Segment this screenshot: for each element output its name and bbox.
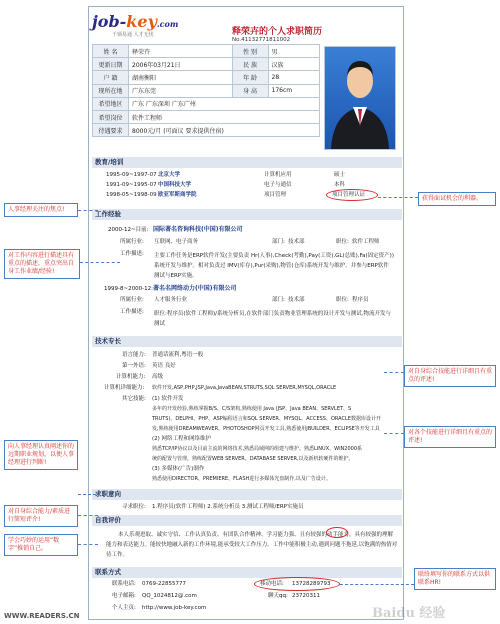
info-label: 年 龄 <box>232 71 268 84</box>
info-value: 湖南衡阳 <box>129 71 233 84</box>
watermark-left: WWW.READERS.CN <box>4 612 80 620</box>
job-desc-label: 工作描述: <box>120 251 144 257</box>
job-company: 国际著名咨询科技(中国)有限公司 <box>153 226 243 233</box>
edu-period: 1991-09~1995-07 <box>106 182 157 188</box>
edu-major: 电子与通信 <box>264 182 292 188</box>
skill-line: 统的配置与管理。熟练配置WEB SERVER、DATABASE SERVER,以及新机软硬件的维护。 <box>152 456 354 462</box>
job-industry-label: 所属行业: <box>120 239 144 245</box>
skill-label: 语言能力: <box>122 352 146 358</box>
job-dept-label: 部门: <box>272 297 285 303</box>
info-value: 释荣卉 <box>129 45 233 58</box>
contact-email[interactable]: QQ_1024812@.com <box>142 593 197 599</box>
contact-phone[interactable]: 0769-22855777 <box>142 581 186 587</box>
highlight-oval <box>326 189 378 201</box>
info-label: 现所在地 <box>93 84 129 97</box>
job-description: 职位:程序员(软件工程师)/系统分析员,在软件部门负责物业管理系统的设计开发与测试,物流开发与测试 <box>154 311 391 327</box>
job-description: 主要工作任务是ERP软件开发(主要负责 Hr(人事),Check(考勤),Pay(工资),GL(总账),Fa(固定资产))系统开发与维护。相对负责过 IMV(库存),Pur(采购),物管(仓库)系统开发与维护。并参与ERP软件测试与ERP实施。 <box>154 253 394 279</box>
info-label: 姓 名 <box>93 45 129 58</box>
section-contact-header: 联系方式 <box>92 567 402 578</box>
logo-tagline: 千锁易通 人才无忧 <box>112 32 154 38</box>
skill-line: (1) 软件开发 <box>152 396 184 402</box>
contact-label: 聊天qq: <box>268 593 288 599</box>
edu-degree: 项目管理认证 <box>332 192 366 198</box>
job-industry: 人才服务行业 <box>154 297 188 303</box>
info-value: 176cm <box>268 84 319 97</box>
section-self-header: 自我评价 <box>92 515 402 526</box>
info-label: 身 高 <box>232 84 268 97</box>
section-skills-header: 技术专长 <box>92 336 402 347</box>
logo-suffix: .com <box>156 19 179 29</box>
annotation-note: 获得面试机会的利器。 <box>418 192 496 206</box>
job-period: 2000-12~目前: <box>108 227 149 233</box>
info-label: 性 别 <box>232 45 268 58</box>
info-label: 户 籍 <box>93 71 129 84</box>
info-label: 希望岗位 <box>93 110 129 123</box>
resume-id: No.41132771811002 <box>232 37 291 43</box>
contact-qq: 23720311 <box>292 593 320 599</box>
annotation-arrow <box>78 515 98 516</box>
skill-line: (3) 多媒体(广告)制作 <box>152 466 205 472</box>
skill-line: TRUTS)、DELPHI、PHP、ASP编程语言和SQL SERVER、MYSQL、ACCESS、ORACLE数据库设计开 <box>152 416 381 422</box>
annotation-arrow <box>384 433 404 434</box>
annotation-note: 联络填写你的联系方式以供联系HR! <box>414 568 496 590</box>
contact-label: 联系电话: <box>112 581 136 587</box>
edu-school: 北京大学 <box>158 172 181 178</box>
job-position: 软件工程师 <box>352 239 380 245</box>
annotation-note: 人事经理关注的焦点! <box>4 203 78 217</box>
job-industry: 互联网、电子商务 <box>154 239 199 245</box>
job-position-label: 职位: <box>336 297 349 303</box>
skill-value: 高级 <box>152 374 164 380</box>
skill-line: 熟悉TCP/IP协议以及目前主流的网络技术,熟悉局域网的组建与维护。熟悉LINUX、WIN2000系 <box>152 446 363 452</box>
job-dept-label: 部门: <box>272 239 285 245</box>
skill-value: 英语 良好 <box>152 363 176 369</box>
edu-school: 中国科技大学 <box>158 182 192 188</box>
info-value: 28 <box>268 71 319 84</box>
info-label: 待遇要求 <box>93 124 129 137</box>
edu-major: 项目管理 <box>264 192 287 198</box>
skill-label: 其它技能: <box>122 396 146 402</box>
edu-major: 计算机应用 <box>264 172 292 178</box>
skill-line: 发,熟练使用DREAMWEAVER、PHOTOSHOP网页开发工具,熟悉使用JBUILDER、ECLIPSE等开发工具 <box>152 426 380 432</box>
contact-website[interactable]: http://www.job-key.com <box>142 605 207 611</box>
annotation-note: 对工作内容进行描述具有重点的描述，重点突出自身工作业绩/经验! <box>4 249 80 279</box>
annotation-note: 对各个技能进行详细且有重点的评述! <box>404 426 496 448</box>
watermark-right: Baidu 经验 <box>372 606 446 621</box>
info-row <box>93 97 320 110</box>
info-row <box>93 58 320 71</box>
info-row <box>93 71 320 84</box>
edu-school: 欧亚军斯商学院 <box>158 192 197 198</box>
job-company: 著名名网络动力(中国)有限公司 <box>153 285 237 292</box>
job-desc-label: 工作描述: <box>120 309 144 315</box>
job-position-label: 职位: <box>336 239 349 245</box>
annotation-arrow <box>80 262 120 263</box>
info-value: 软件工程师 <box>129 110 320 123</box>
section-education-header: 教育/培训 <box>92 157 402 168</box>
info-row <box>93 45 320 58</box>
self-evaluation-text: 本人乐观进取、诚实守信、工作认真负责、有团队合作精神、学习能力强、且有较强的动手能力。具有较强的理解能力和表达能力。能较快地融入新的工作环境,能承受较大工作压力。工作中能积极主动,遇到问题不拖延,以饱满的热情对待工作。 <box>106 532 398 558</box>
annotation-note: 对自身综合技能进行详细且有重点的评述! <box>404 365 496 387</box>
personal-info-table <box>92 44 320 137</box>
skill-value: 软件开发,ASP,PHP,JSP,Java,JavaBEAN,STRUTS,SQL SERVER,MYSQL,ORACLE <box>152 385 337 391</box>
goal-value: 1.程序员(软件工程师) 2.系统分析员 3.测试工程师/ERP实施员 <box>152 504 304 510</box>
info-value: 2006年03月21日 <box>129 58 233 71</box>
section-work-header: 工作经验 <box>92 209 402 220</box>
annotation-arrow <box>378 197 418 198</box>
skill-line: 多年的开发经验,熟练掌握B/S、C/S架构,熟练使用 Java (JSP、Java BEAN、SERVLET、S <box>152 406 352 412</box>
info-value: 汉族 <box>268 58 319 71</box>
contact-label: 电子邮箱: <box>112 593 136 599</box>
skill-line: (2) 网络工程和网络维护 <box>152 436 212 442</box>
resume-title: 释荣卉的个人求职简历 <box>232 27 323 37</box>
contact-mobile[interactable]: 13728289793 <box>292 581 331 587</box>
annotation-note: 向人事经理认真阐述你的远期职业规划，以便人事经理进行判断! <box>4 440 78 470</box>
person-portrait-icon <box>325 47 395 149</box>
edu-period: 1998-05~1998-09 <box>106 192 157 198</box>
info-value: 8000元/月 (可面议 要求提供住宿) <box>129 124 320 137</box>
info-row <box>93 110 320 123</box>
section-goal-header: 求职意向 <box>92 489 402 500</box>
job-position: 程序员 <box>352 297 369 303</box>
skill-label: 计算机详细能力: <box>104 385 145 391</box>
info-label: 民 族 <box>232 58 268 71</box>
edu-degree: 硕士 <box>334 172 346 178</box>
edu-degree: 本科 <box>334 182 346 188</box>
job-dept: 技术部 <box>288 239 305 245</box>
annotation-note: 对自身综合能力/素质进行简短评介! <box>4 505 78 527</box>
job-dept: 技术部 <box>288 297 305 303</box>
info-label: 希望地区 <box>93 97 129 110</box>
info-value: 男 <box>268 45 319 58</box>
edu-period: 1995-09~1997-07 <box>106 172 157 178</box>
annotation-arrow <box>78 494 96 495</box>
info-value: 广东东莞 <box>129 84 233 97</box>
profile-photo <box>324 46 396 150</box>
goal-label: 寻求职位: <box>122 504 146 510</box>
skill-label: 第一外语: <box>122 363 146 369</box>
annotation-arrow <box>78 544 98 545</box>
annotation-note: 学会巧妙的运用“数字”推销自己。 <box>4 534 78 556</box>
job-period: 1999-8~2000-12: <box>104 286 153 292</box>
annotation-arrow <box>384 372 404 373</box>
skill-value: 普通话流利,粤语一般 <box>152 352 204 358</box>
highlight-oval <box>326 527 348 538</box>
logo-main: job- <box>92 12 127 31</box>
job-industry-label: 所属行业: <box>120 297 144 303</box>
info-label: 更新日期 <box>93 58 129 71</box>
contact-label: 个人主页: <box>112 605 136 611</box>
logo-accent: key <box>126 12 157 31</box>
annotation-arrow <box>78 210 98 211</box>
contact-label: 移动电话: <box>260 581 284 587</box>
info-row <box>93 84 320 97</box>
annotation-arrow <box>340 584 414 585</box>
skill-label: 计算机能力: <box>116 374 146 380</box>
skill-line: 熟悉使用DIRECTOR、PREMIERE、FLASH进行多媒体光盘制作,以及广告设计。 <box>152 476 331 482</box>
info-row <box>93 124 320 137</box>
info-value: 广东 广东深圳 广东广州 <box>129 97 320 110</box>
logo <box>92 12 180 38</box>
highlight-oval <box>254 577 340 591</box>
